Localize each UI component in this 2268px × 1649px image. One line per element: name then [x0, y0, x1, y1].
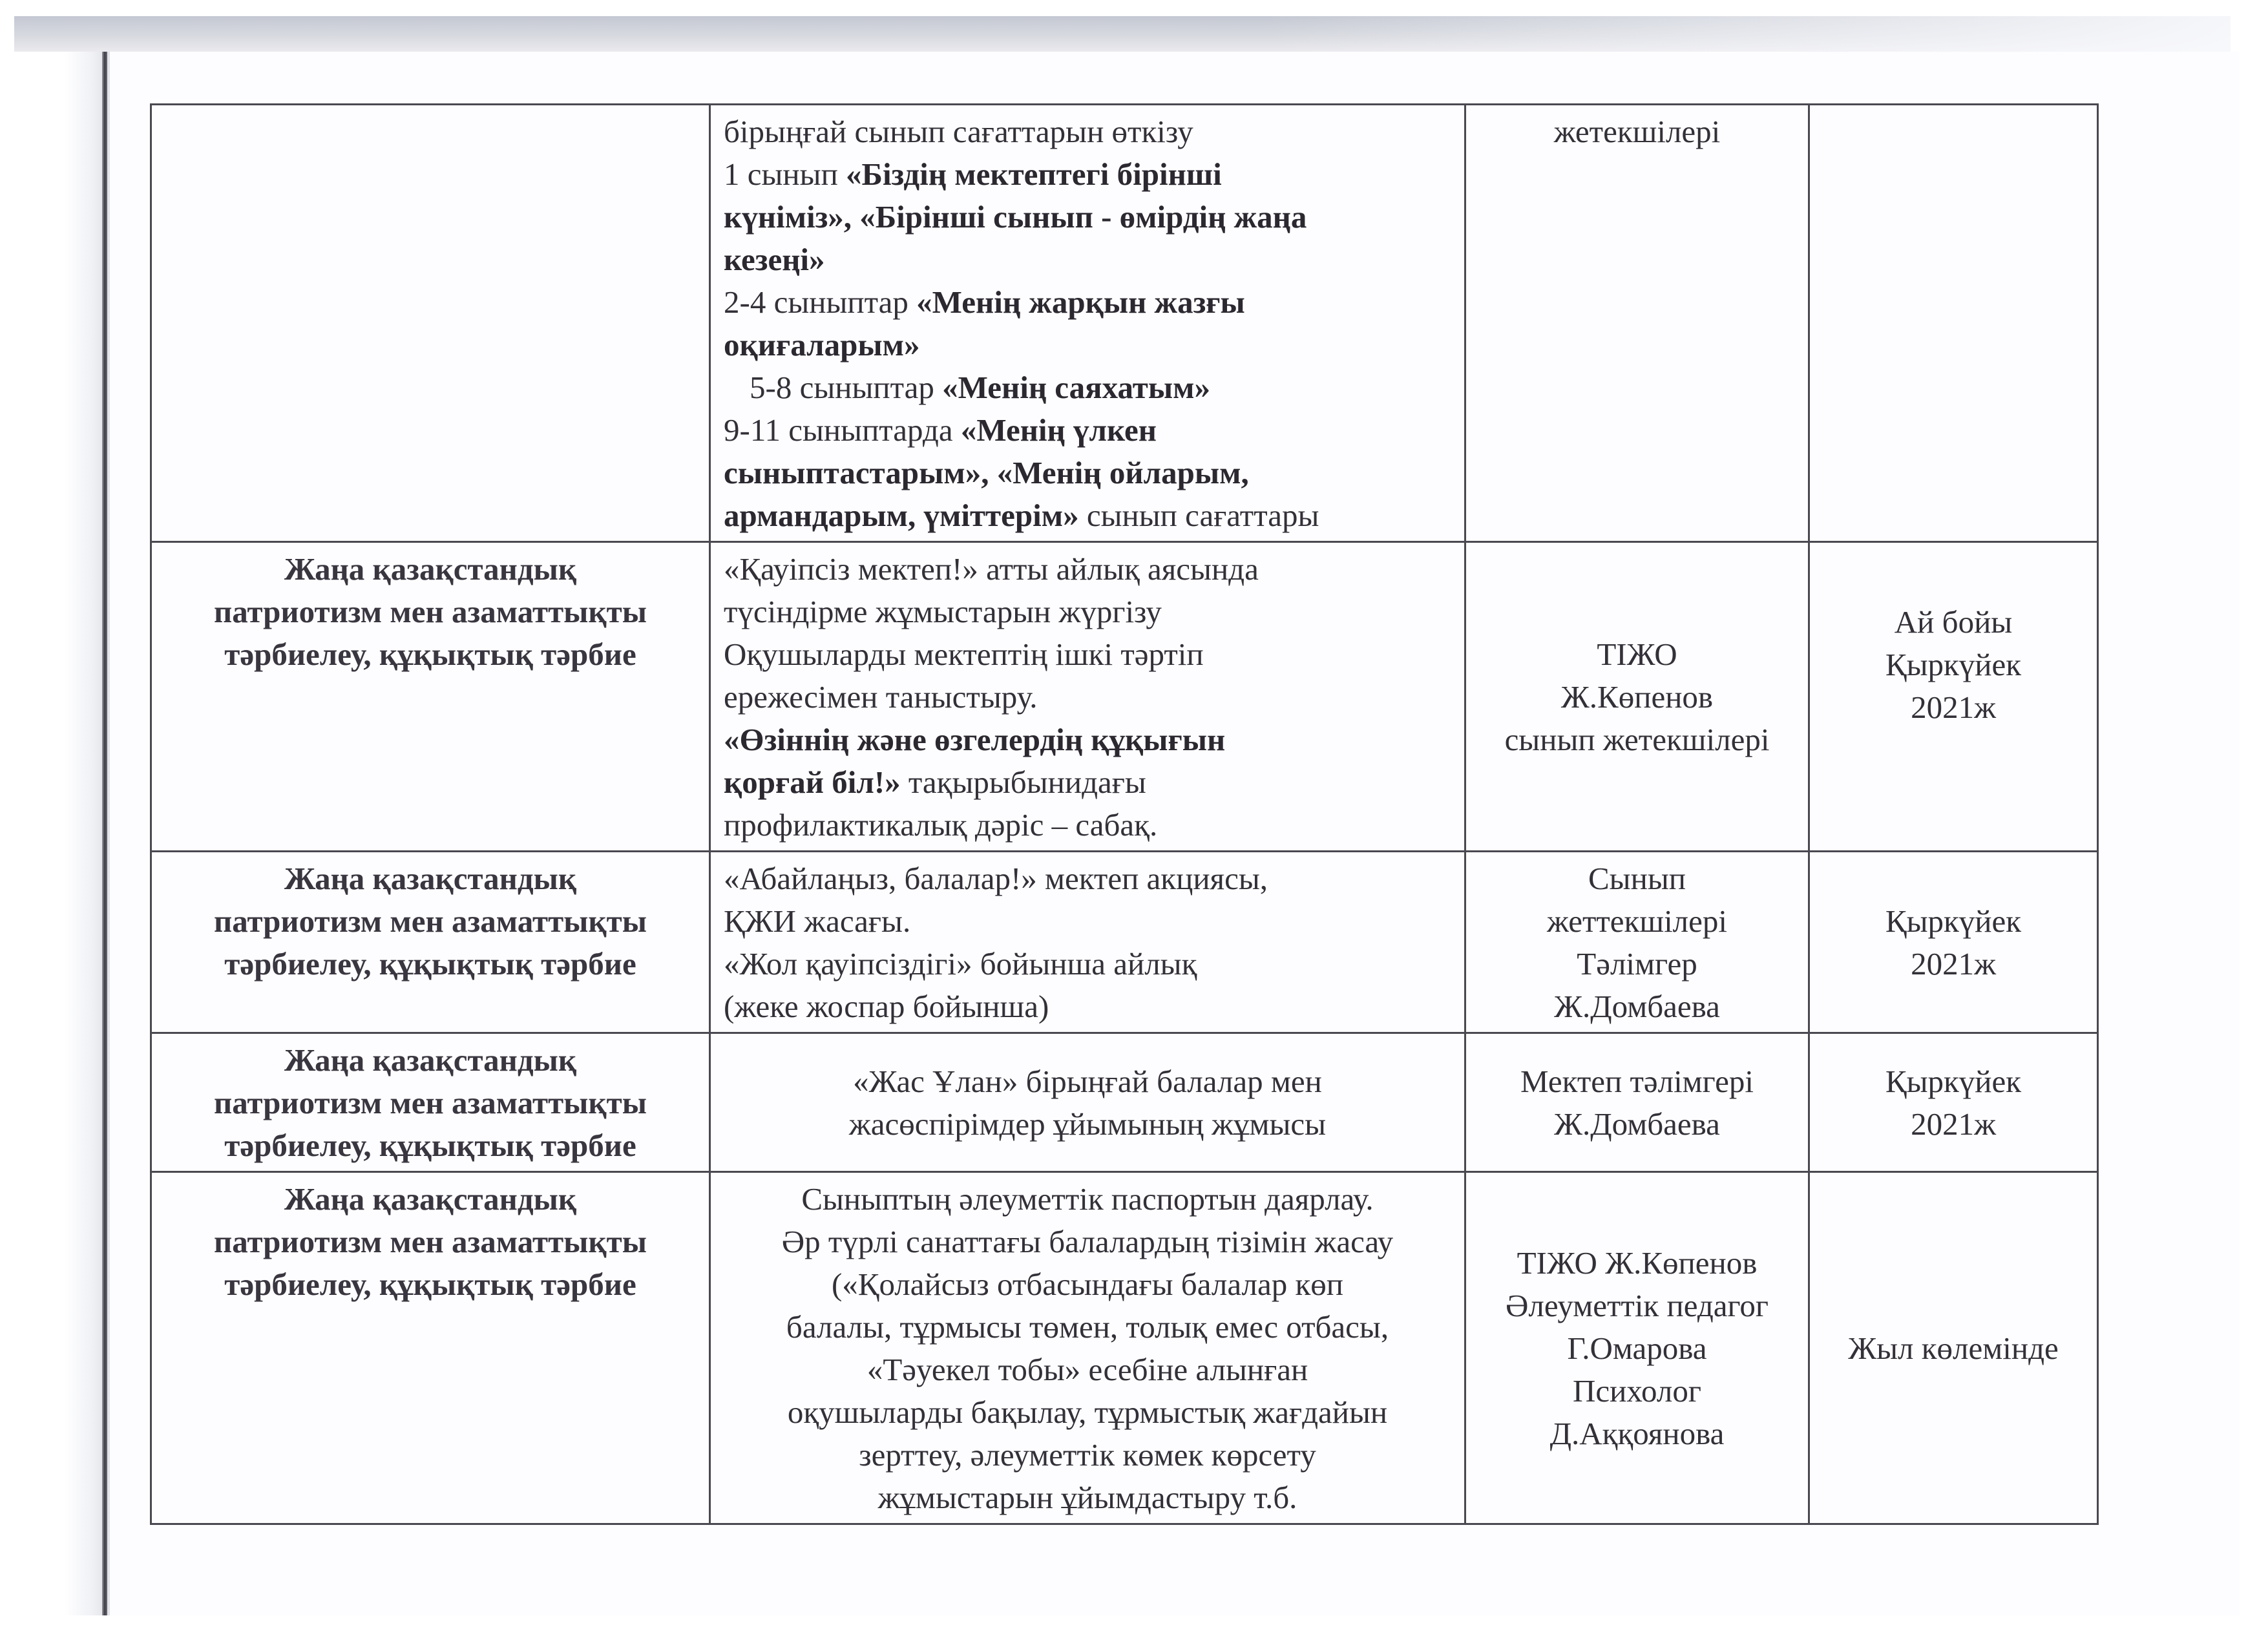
event-line: [724, 1476, 1451, 1519]
event-title-text: «Менің саяхатым»: [942, 370, 1210, 405]
direction-cell: [151, 105, 710, 542]
event-cell: [710, 105, 1465, 542]
event-title-text: оқиғаларым»: [724, 327, 920, 362]
deadline-cell: [1809, 852, 2098, 1033]
table-row: [151, 542, 2098, 852]
event-title-text: сыныптастарым», «Менің ойларым,: [724, 455, 1249, 490]
deadline-line: Жыл көлемінде: [1848, 1330, 2059, 1366]
scan-top-shadow: [14, 16, 2231, 52]
deadline-line: Қыркүйек: [1885, 903, 2022, 939]
deadline-cell: [1809, 105, 2098, 542]
responsible-line: Сынып: [1588, 861, 1686, 896]
event-title-text: кезеңі»: [724, 242, 825, 277]
event-text: «Жас Ұлан» бірыңғай балалар мен: [853, 1064, 1322, 1099]
responsible-line: Мектеп тәлімгері: [1520, 1064, 1754, 1099]
event-line: [724, 1349, 1451, 1391]
responsible-line: жеттекшілері: [1547, 903, 1727, 939]
event-cell: [710, 542, 1465, 852]
deadline-line: 2021ж: [1911, 1106, 1996, 1142]
table-row: [151, 105, 2098, 542]
event-line: [724, 900, 1451, 943]
event-line: [724, 366, 1451, 409]
table-row: [151, 852, 2098, 1033]
event-title-text: «Өзіннің және өзгелердің құқығын: [724, 722, 1226, 757]
responsible-cell: [1465, 1033, 1809, 1172]
event-text: түсіндірме жұмыстарын жүргізу: [724, 594, 1162, 629]
event-line: [724, 676, 1451, 719]
plan-table: [150, 103, 2099, 1525]
event-text: сынып сағаттары: [1078, 498, 1319, 533]
event-text: балалы, тұрмысы төмен, толық емес отбасы,: [786, 1309, 1389, 1345]
deadline-cell: [1809, 1033, 2098, 1172]
event-line: [724, 110, 1451, 153]
direction-line: тәрбиелеу, құқықтық тәрбие: [224, 1266, 636, 1302]
direction-cell: [151, 1172, 710, 1524]
responsible-line: Ж.Көпенов: [1560, 679, 1714, 715]
event-title-text: «Біздің мектептегі бірінші: [846, 156, 1222, 192]
event-line: [724, 857, 1451, 900]
event-line: [724, 238, 1451, 281]
event-text: бірыңғай сынып сағаттарын өткізу: [724, 114, 1193, 149]
event-text: оқушыларды бақылау, тұрмыстық жағдайын: [787, 1394, 1388, 1430]
event-title-text: қорғай біл!»: [724, 764, 901, 800]
event-line: [724, 1306, 1451, 1349]
responsible-line: Тәлімгер: [1577, 946, 1697, 982]
event-line: [724, 719, 1451, 761]
event-text: (жеке жоспар бойынша): [724, 989, 1049, 1024]
deadline-cell: [1809, 1172, 2098, 1524]
direction-line: Жаңа қазақстандық: [284, 1042, 577, 1078]
event-line: [724, 324, 1451, 366]
direction-line: патриотизм мен азаматтықты: [214, 594, 647, 629]
event-title-text: күніміз», «Бірінші сынып - өмірдің жаңа: [724, 199, 1307, 235]
event-cell: [710, 1172, 1465, 1524]
direction-line: тәрбиелеу, құқықтық тәрбие: [224, 946, 636, 982]
event-line: [724, 409, 1451, 452]
direction-line: Жаңа қазақстандық: [284, 551, 577, 587]
event-text: «Қауіпсіз мектеп!» атты айлық аясында: [724, 551, 1259, 587]
responsible-line: Ж.Домбаева: [1554, 1106, 1720, 1142]
direction-cell: [151, 542, 710, 852]
event-text: «Абайлаңыз, балалар!» мектеп акциясы,: [724, 861, 1268, 896]
responsible-cell: [1465, 852, 1809, 1033]
event-text: 2-4 сыныптар: [724, 284, 917, 320]
responsible-line: жетекшілері: [1553, 114, 1721, 149]
event-line: [724, 591, 1451, 633]
event-text: Оқушыларды мектептің ішкі тәртіп: [724, 636, 1204, 672]
responsible-line: Ж.Домбаева: [1554, 989, 1720, 1024]
deadline-line: 2021ж: [1911, 946, 1996, 982]
responsible-line: ТІЖО Ж.Көпенов: [1517, 1245, 1758, 1281]
direction-line: Жаңа қазақстандық: [284, 1181, 577, 1217]
event-line: [724, 1391, 1451, 1434]
event-text: «Тәуекел тобы» есебіне алынған: [866, 1352, 1308, 1387]
direction-line: патриотизм мен азаматтықты: [214, 1085, 647, 1120]
responsible-line: ТІЖО: [1597, 636, 1677, 672]
event-line: [724, 452, 1451, 494]
event-line: [724, 985, 1451, 1028]
event-line: [724, 153, 1451, 196]
deadline-line: Қыркүйек: [1885, 647, 2022, 682]
table-body: [151, 105, 2098, 1524]
event-text: жасөспірімдер ұйымының жұмысы: [848, 1106, 1327, 1142]
direction-cell: [151, 1033, 710, 1172]
responsible-line: Г.Омарова: [1567, 1330, 1707, 1366]
event-line: [724, 494, 1451, 537]
event-title-text: армандарым, үміттерім»: [724, 498, 1079, 533]
responsible-cell: [1465, 105, 1809, 542]
event-text: («Қолайсыз отбасындағы балалар көп: [831, 1266, 1344, 1302]
event-cell: [710, 1033, 1465, 1172]
binding-edge: [102, 52, 107, 1615]
event-title-text: «Менің жарқын жазғы: [916, 284, 1245, 320]
event-line: [724, 633, 1451, 676]
deadline-line: Қыркүйек: [1885, 1064, 2022, 1099]
deadline-line: 2021ж: [1911, 689, 1996, 725]
event-text: ережесімен таныстыру.: [724, 679, 1038, 715]
event-line: [724, 1434, 1451, 1476]
direction-line: патриотизм мен азаматтықты: [214, 903, 647, 939]
direction-line: тәрбиелеу, құқықтық тәрбие: [224, 636, 636, 672]
event-line: [724, 1221, 1451, 1263]
responsible-cell: [1465, 542, 1809, 852]
event-line: [724, 1263, 1451, 1306]
responsible-cell: [1465, 1172, 1809, 1524]
event-text: тақырыбынидағы: [900, 764, 1146, 800]
event-text: ҚЖИ жасағы.: [724, 903, 911, 939]
responsible-line: Д.Аққоянова: [1549, 1416, 1725, 1451]
event-text: зерттеу, әлеуметтік көмек көрсету: [859, 1437, 1316, 1473]
table-row: [151, 1172, 2098, 1524]
direction-line: патриотизм мен азаматтықты: [214, 1224, 647, 1259]
responsible-line: Әлеуметтік педагог: [1506, 1288, 1769, 1323]
deadline-line: Ай бойы: [1894, 604, 2013, 640]
event-line: [724, 548, 1451, 591]
event-text: 1 сынып: [724, 156, 846, 192]
table-row: [151, 1033, 2098, 1172]
event-line: [724, 281, 1451, 324]
event-text: жұмыстарын ұйымдастыру т.б.: [877, 1480, 1297, 1515]
event-cell: [710, 852, 1465, 1033]
event-line: [724, 943, 1451, 985]
event-text: Әр түрлі санаттағы балалардың тізімін жасау: [781, 1224, 1394, 1259]
event-line: [724, 1103, 1451, 1146]
event-title-text: «Менің үлкен: [960, 412, 1157, 448]
responsible-line: сынып жетекшілері: [1504, 722, 1770, 757]
event-text: профилактикалық дәріс – сабақ.: [724, 807, 1158, 843]
responsible-line: Психолог: [1573, 1373, 1701, 1409]
direction-line: тәрбиелеу, құқықтық тәрбие: [224, 1128, 636, 1163]
event-line: [724, 1178, 1451, 1221]
event-text: «Жол қауіпсіздігі» бойынша айлық: [724, 946, 1197, 982]
event-text: Сыныптың әлеуметтік паспортын даярлау.: [801, 1181, 1374, 1217]
event-line: [724, 761, 1451, 804]
deadline-cell: [1809, 542, 2098, 852]
event-text: 9-11 сыныптарда: [724, 412, 961, 448]
direction-cell: [151, 852, 710, 1033]
direction-line: Жаңа қазақстандық: [284, 861, 577, 896]
event-text: 5-8 сыныптар: [750, 370, 943, 405]
event-line: [724, 196, 1451, 238]
event-line: [724, 804, 1451, 846]
event-line: [724, 1060, 1451, 1103]
